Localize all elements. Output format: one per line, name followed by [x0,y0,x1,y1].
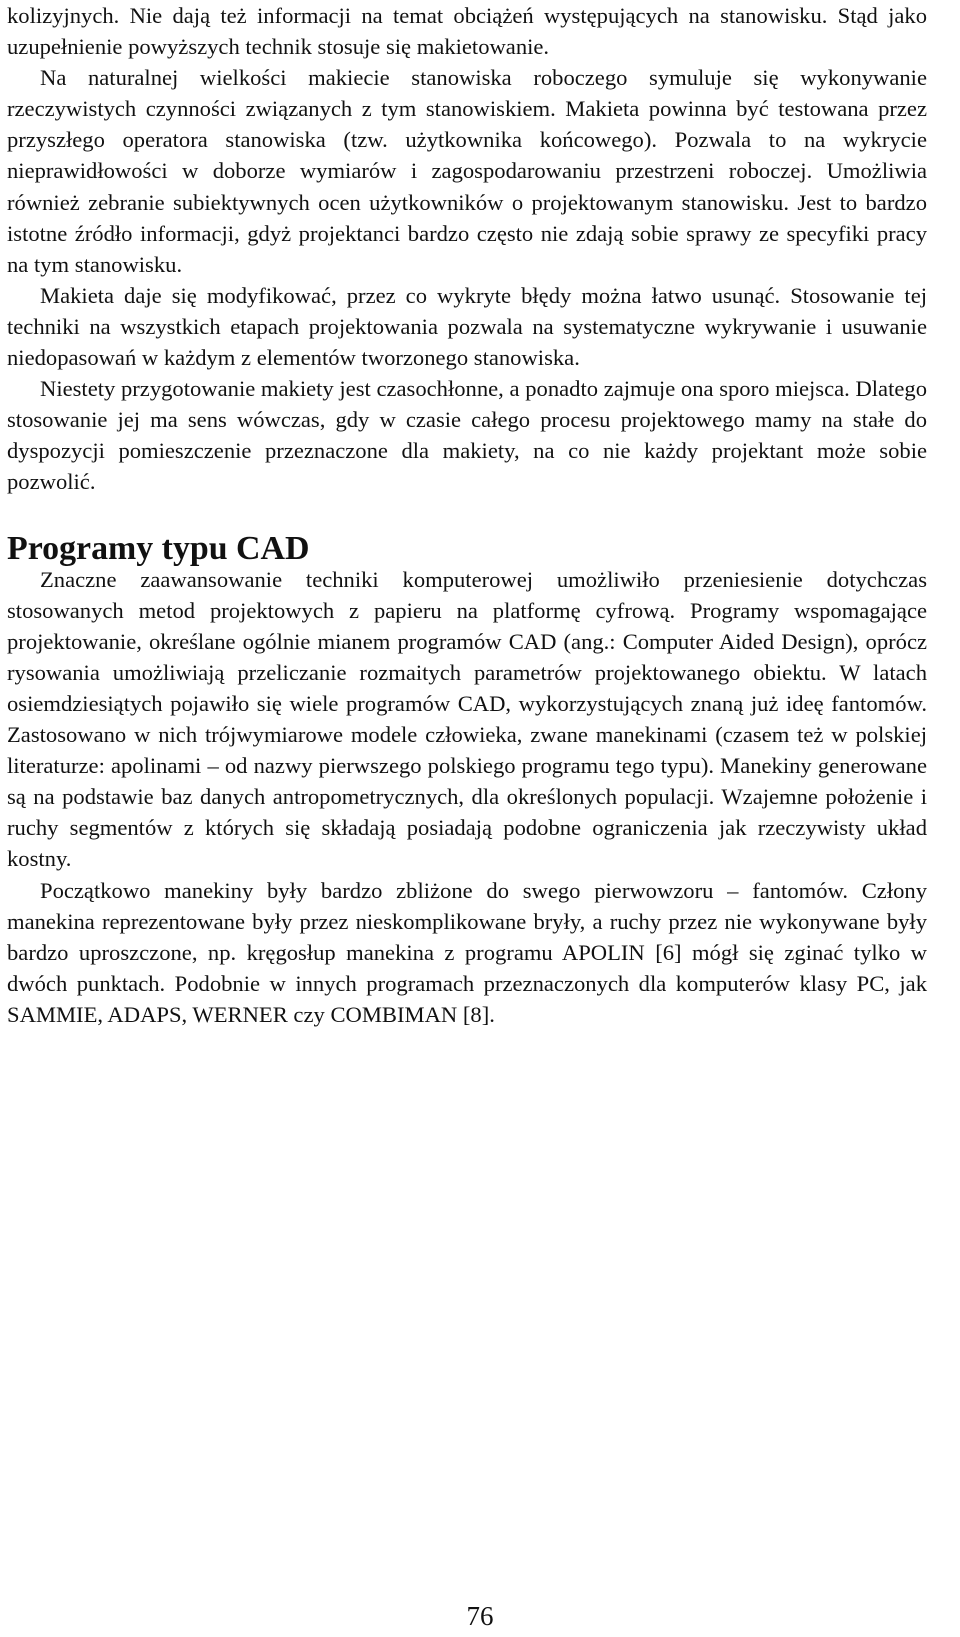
section-heading-cad: Programy typu CAD [7,529,310,567]
paragraph-mockup-drawbacks: Niestety przygotowanie makiety jest czasochłonne, a ponadto zajmuje ona sporo miejsca. Dlatego stosowanie jej ma sens wówczas, gdy w czasie całego procesu projektowego mamy na stałe do dyspozycji pomieszczenie przeznaczone dla makiety, na co nie każdy projektant może sobie pozwolić. [7,376,927,495]
page-number: 76 [466,1601,494,1631]
document-page [7,0,927,1030]
paragraph-continuation: kolizyjnych. Nie dają też informacji na temat obciążeń występujących na stanowisku. Stąd jako uzupełnienie powyższych technik stosuje się makietowanie. [7,3,927,60]
paragraph-mockup-modification: Makieta daje się modyfikować, przez co wykryte błędy można łatwo usunąć. Stosowanie tej techniki na wszystkich etapach projektowania pozwala na systematyczne wykrywanie i usuwanie niedopasowań w każdym z elementów tworzonego stanowiska. [7,282,927,371]
paragraph-mockup-description: Na naturalnej wielkości makiecie stanowiska roboczego symuluje się wykonywanie rzeczywistych czynności związanych z tym stanowiskiem. Makieta powinna być testowana przez przyszłego operatora stanowiska (tzw. użytkownika końcowego). Pozwala to na wykrycie nieprawidłowości w doborze wymiarów i zagospodarowaniu przestrzeni roboczej. Umożliwia również zebranie subiektywnych ocen użytkowników o projektowanym stanowisku. Jest to bardzo istotne źródło informacji, gdyż projektanci bardzo często nie zdają sobie sprawy ze specyfiki pracy na tym stanowisku. [7,65,927,277]
paragraph-cad-intro: Znaczne zaawansowanie techniki komputerowej umożliwiło przeniesienie dotychczas stosowanych metod projektowych z papieru na platformę cyfrową. Programy wspomagające projektowanie, określane ogólnie mianem programów CAD (ang.: Computer Aided Design), oprócz rysowania umożliwiają przeliczanie rozmaitych parametrów projektowanego obiektu. W latach osiemdziesiątych pojawiło się wiele programów CAD, wykorzystujących znaną już ideę fantomów. Zastosowano w nich trójwymiarowe modele człowieka, zwane manekinami (czasem też w polskiej literaturze: apolinami – od nazwy pierwszego polskiego programu tego typu). Manekiny generowane są na podstawie baz danych antropometrycznych, dla określonych populacji. Wzajemne położenie i ruchy segmentów z których się składają posiadają podobne ograniczenia jak rzeczywisty układ kostny. [7,566,927,872]
paragraph-cad-manikins: Początkowo manekiny były bardzo zbliżone do swego pierwowzoru – fantomów. Człony manekina reprezentowane były przez nieskomplikowane bryły, a ruchy przez nie wykonywane były bardzo uproszczone, np. kręgosłup manekina z programu APOLIN [6] mógł się zginać tylko w dwóch punktach. Podobnie w innych programach przeznaczonych dla komputerów klasy PC, jak SAMMIE, ADAPS, WERNER czy COMBIMAN [8]. [7,877,927,1027]
